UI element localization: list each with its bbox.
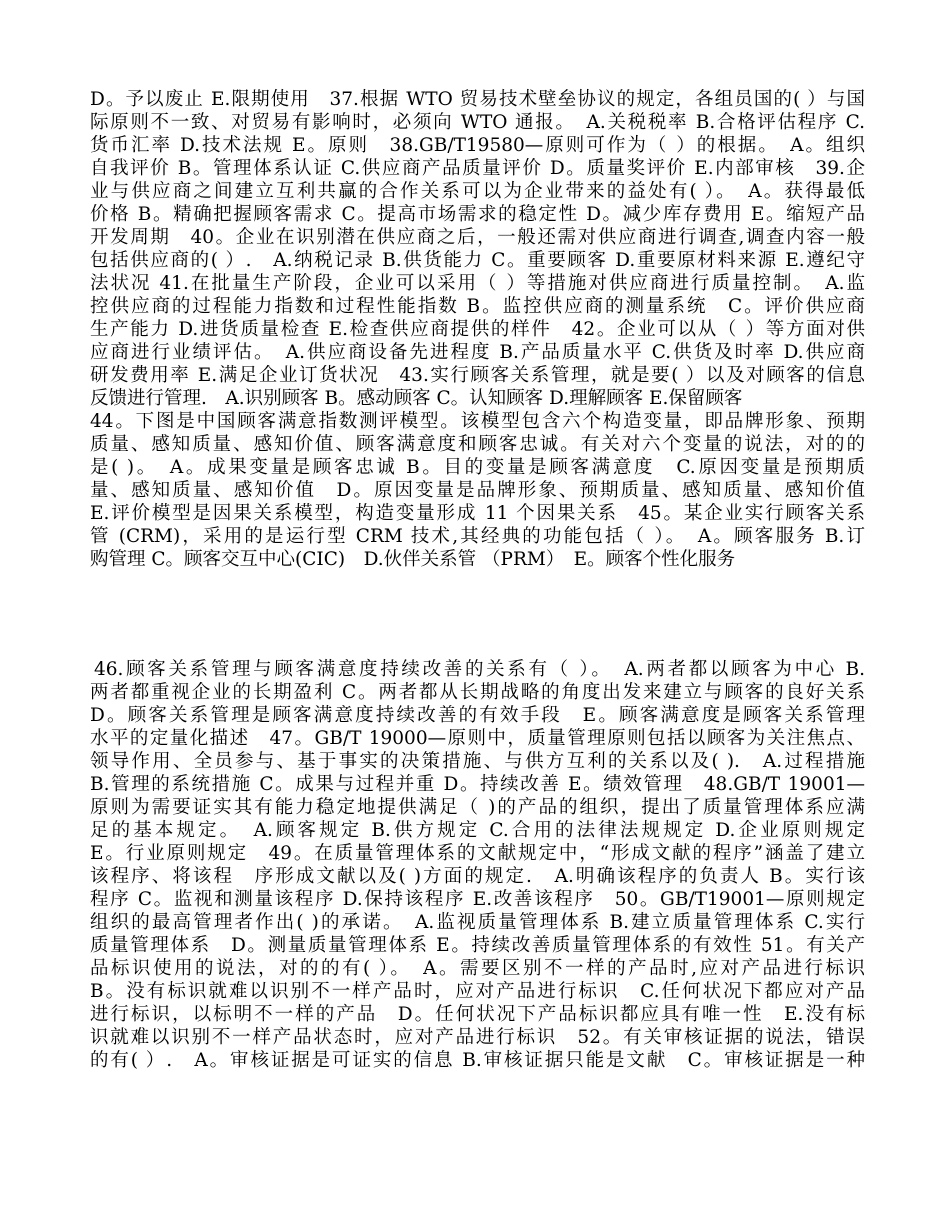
text-line: 质量管理体系 D。测量质量管理体系 E。持续改善质量管理体系的有效性 51。有关产	[90, 935, 865, 956]
text-line: 程序 C。监视和测量该程序 D.保持该程序 E.改善该程序 50。GB/T19001—原则规定	[90, 889, 865, 910]
text-line: 识就难以识别不一样产品状态时，应对产品进行标识 52。有关审核证据的说法，错误	[90, 1027, 865, 1048]
text-line: 质量、感知质量、感知价值、顾客满意度和顾客忠诚。有关对六个变量的说法，对的的	[90, 434, 865, 455]
text-line: 管 (CRM)，采用的是运行型 CRM 技术,其经典的功能包括（ ）。 A。顾客服务 B.订	[90, 526, 865, 547]
text-line: 44。下图是中国顾客满意指数测评模型。该模型包含六个构造变量，即品牌形象、预期	[90, 411, 865, 432]
text-line: 量、感知质量、感知价值 D。原因变量是品牌形象、预期质量、感知质量、感知价值	[90, 480, 865, 501]
text-line: 开发周期 40。企业在识别潜在供应商之后，一般还需对供应商进行调查,调查内容一般	[90, 227, 865, 248]
text-line: B。没有标识就难以识别不一样产品时，应对产品进行标识 C.任何状况下都应对产品	[90, 981, 865, 1002]
paragraph-questions-36-45	[90, 88, 865, 571]
text-line: D。予以废止 E.限期使用 37.根据 WTO 贸易技术壁垒协议的规定，各组员国的( ）与国	[90, 89, 865, 110]
text-line: 领导作用、全员参与、基于事实的决策措施、与供方互利的关系以及( ). A.过程措施	[90, 751, 865, 772]
text-line: 足的基本规定。 A.顾客规定 B.供方规定 C.合用的法律法规规定 D.企业原则规定	[90, 820, 865, 841]
text-line: 研发费用率 E.满足企业订货状况 43.实行顾客关系管理，就是要( ）以及对顾客的信息	[90, 365, 865, 386]
text-line: 水平的定量化描述 47。GB/T 19000—原则中，质量管理原则包括以顾客为关注焦点、	[90, 728, 865, 749]
paragraph-questions-46-52	[90, 658, 865, 1072]
text-line: 原则为需要证实其有能力稳定地提供满足（ )的产品的组织，提出了质量管理体系应满	[90, 797, 865, 818]
text-line: 包括供应商的( ）. A.纳税记录 B.供货能力 C。重要顾客 D.重要原材料来源 E.遵纪守	[90, 250, 865, 271]
text-line: 的有( ）. A。审核证据是可证实的信息 B.审核证据只能是文献 C。审核证据是一种	[90, 1050, 865, 1071]
text-line: 品标识使用的说法，对的的有( ）。 A。需要区别不一样的产品时,应对产品进行标识	[90, 958, 865, 979]
text-line: 购管理 C。顾客交互中心(CIC) D.伙伴关系管 （PRM） E。顾客个性化服务	[90, 549, 736, 570]
text-line: 法状况 41.在批量生产阶段，企业可以采用（ ）等措施对供应商进行质量控制。 A.监	[90, 273, 865, 294]
text-line: 反馈进行管理. A.识别顾客 B。感动顾客 C。认知顾客 D.理解顾客 E.保留顾客	[90, 388, 743, 409]
text-line: 业与供应商之间建立互利共赢的合作关系可以为企业带来的益处有( ）。 A。获得最低	[90, 181, 865, 202]
text-line: 际原则不一致、对贸易有影响时，必须向 WTO 通报。 A.关税税率 B.合格评估程序 C.	[90, 112, 865, 133]
text-line: D。顾客关系管理是顾客满意度持续改善的有效手段 E。顾客满意度是顾客关系管理	[90, 705, 865, 726]
text-line: 应商进行业绩评估。 A.供应商设备先进程度 B.产品质量水平 C.供货及时率 D.供应商	[90, 342, 865, 363]
text-line: 生产能力 D.进货质量检查 E.检查供应商提供的样件 42。企业可以从（ ）等方面对供	[90, 319, 865, 340]
text-line: 46.顾客关系管理与顾客满意度持续改善的关系有（ ）。 A.两者都以顾客为中心 B.	[94, 659, 865, 680]
text-line: 价格 B。精确把握顾客需求 C。提高市场需求的稳定性 D。减少库存费用 E。缩短产品	[90, 204, 865, 225]
text-line: 进行标识，以标明不一样的产品 D。任何状况下产品标识都应具有唯一性 E.没有标	[90, 1004, 865, 1025]
text-line: E。行业原则规定 49。在质量管理体系的文献规定中，“形成文献的程序”涵盖了建立	[90, 843, 865, 864]
text-line: 自我评价 B。管理体系认证 C.供应商产品质量评价 D。质量奖评价 E.内部审核 39.企	[90, 158, 865, 179]
text-line: 两者都重视企业的长期盈利 C。两者都从长期战略的角度出发来建立与顾客的良好关系	[90, 682, 865, 703]
text-line: 货币汇率 D.技术法规 E。原则 38.GB/T19580—原则可作为（ ）的根据。 A。组织	[90, 135, 865, 156]
text-line: E.评价模型是因果关系模型，构造变量形成 11 个因果关系 45。某企业实行顾客关系	[90, 503, 865, 524]
text-line: 是( )。 A。成果变量是顾客忠诚 B。目的变量是顾客满意度 C.原因变量是预期质	[90, 457, 865, 478]
text-line: 该程序、将该程 序形成文献以及( )方面的规定. A.明确该程序的负责人 B。实行该	[90, 866, 865, 887]
text-line: B.管理的系统措施 C。成果与过程并重 D。持续改善 E。绩效管理 48.GB/T 19001—	[90, 774, 865, 795]
text-line: 控供应商的过程能力指数和过程性能指数 B。监控供应商的测量系统 C。评价供应商	[90, 296, 865, 317]
text-line: 组织的最高管理者作出( )的承诺。 A.监视质量管理体系 B.建立质量管理体系 C.实行	[90, 912, 865, 933]
